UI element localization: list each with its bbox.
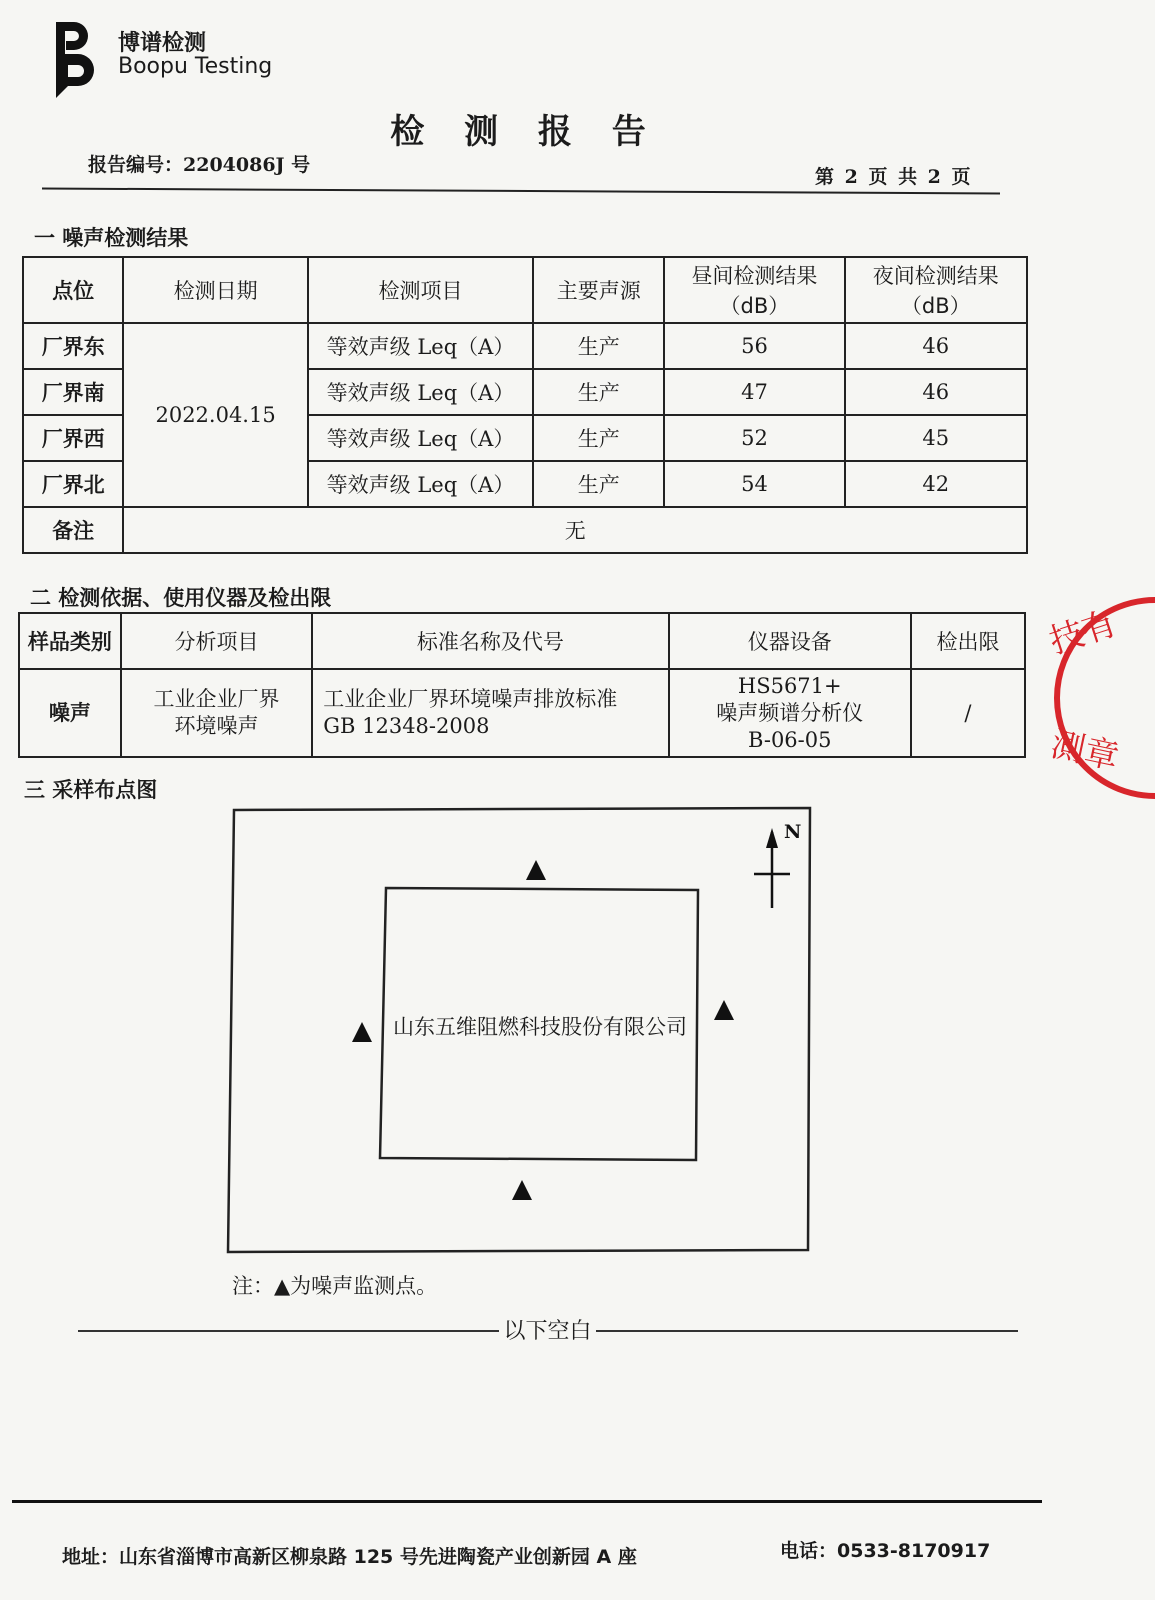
location-cell: 厂界西 (23, 415, 123, 461)
source-cell: 生产 (533, 323, 664, 369)
col-header-location: 点位 (23, 257, 123, 323)
day-result-cell: 56 (664, 323, 844, 369)
item-cell: 等效声级 Leq（A） (308, 415, 533, 461)
night-result-cell: 46 (845, 369, 1027, 415)
limit-cell: / (911, 669, 1025, 757)
source-cell: 生产 (533, 369, 664, 415)
col-header-item: 检测项目 (308, 257, 533, 323)
sampling-layout-diagram (228, 808, 828, 1258)
col-header-day: 昼间检测结果（dB） (664, 257, 844, 323)
section1-title: 一 噪声检测结果 (34, 225, 189, 250)
instrument-id: B-06-05 (748, 727, 832, 752)
instrument-model: HS5671+ (737, 673, 842, 698)
col-header-source: 主要声源 (533, 257, 664, 323)
col-header-category: 样品类别 (19, 613, 121, 669)
standard-name: 工业企业厂界环境噪声排放标准 (323, 687, 618, 711)
analysis-item-line: 环境噪声 (174, 714, 259, 738)
night-result-cell: 46 (845, 323, 1027, 369)
day-result-cell: 52 (664, 415, 844, 461)
item-cell: 等效声级 Leq（A） (308, 369, 533, 415)
method-table (18, 612, 1026, 758)
footer-address: 地址：山东省淄博市高新区柳泉路 125 号先进陶瓷产业创新园 A 座 (62, 1546, 637, 1568)
location-cell: 厂界北 (23, 461, 123, 507)
standard-cell (312, 669, 668, 757)
table-row (23, 323, 1027, 369)
diagram-note: 注：▲为噪声监测点。 (232, 1274, 438, 1298)
instrument-cell (669, 669, 911, 757)
standard-code: GB 12348-2008 (323, 714, 490, 738)
col-header-standard: 标准名称及代号 (312, 613, 668, 669)
table-header-row (19, 613, 1025, 669)
source-cell: 生产 (533, 461, 664, 507)
analysis-item-cell (121, 669, 312, 757)
company-name: 山东五维阻燃科技股份有限公司 (393, 1015, 687, 1039)
brand-name-cn: 博谱检测 (118, 31, 207, 56)
item-cell: 等效声级 Leq（A） (308, 323, 533, 369)
official-stamp (1045, 588, 1155, 808)
page-number: 第 2 页 共 2 页 (815, 166, 973, 188)
table-row (19, 669, 1025, 757)
blank-below-text: 以下空白 (499, 1319, 595, 1344)
instrument-name: 噪声频谱分析仪 (716, 700, 864, 725)
monitor-point-east-icon (714, 1000, 734, 1020)
remark-value: 无 (123, 507, 1027, 553)
col-header-analysis-item: 分析项目 (121, 613, 312, 669)
section2-title: 二 检测依据、使用仪器及检出限 (30, 585, 332, 610)
location-cell: 厂界南 (23, 369, 123, 415)
monitor-point-north-icon (526, 860, 546, 880)
remark-label: 备注 (23, 507, 123, 553)
footer-divider (12, 1500, 1042, 1503)
day-result-cell: 54 (664, 461, 844, 507)
source-cell: 生产 (533, 415, 664, 461)
category-cell: 噪声 (19, 669, 121, 757)
col-header-limit: 检出限 (911, 613, 1025, 669)
item-cell: 等效声级 Leq（A） (308, 461, 533, 507)
document-title: 检 测 报 告 (390, 112, 660, 152)
day-result-cell: 47 (664, 369, 844, 415)
location-cell: 厂界东 (23, 323, 123, 369)
monitor-point-south-icon (512, 1180, 532, 1200)
col-header-instrument: 仪器设备 (669, 613, 911, 669)
brand-name-en: Boopu Testing (118, 54, 273, 79)
footer-phone: 电话：0533-8170917 (780, 1540, 991, 1562)
noise-result-table (22, 256, 1028, 554)
remark-row (23, 507, 1027, 553)
night-result-cell: 42 (845, 461, 1027, 507)
blank-below-label (0, 1314, 1095, 1345)
night-result-cell: 45 (845, 415, 1027, 461)
col-header-date: 检测日期 (123, 257, 307, 323)
report-number: 报告编号：2204086J 号 (88, 154, 311, 176)
col-header-night: 夜间检测结果（dB） (845, 257, 1027, 323)
section3-title: 三 采样布点图 (24, 777, 158, 802)
date-cell: 2022.04.15 (123, 323, 307, 507)
svg-text:測章: 測章 (1047, 724, 1123, 778)
boopu-logo-icon (42, 18, 98, 100)
analysis-item-line: 工业企业厂界 (153, 687, 280, 711)
table-header-row (23, 257, 1027, 323)
north-label: N (784, 821, 802, 843)
monitor-point-west-icon (352, 1022, 372, 1042)
svg-text:技有: 技有 (1044, 603, 1122, 663)
